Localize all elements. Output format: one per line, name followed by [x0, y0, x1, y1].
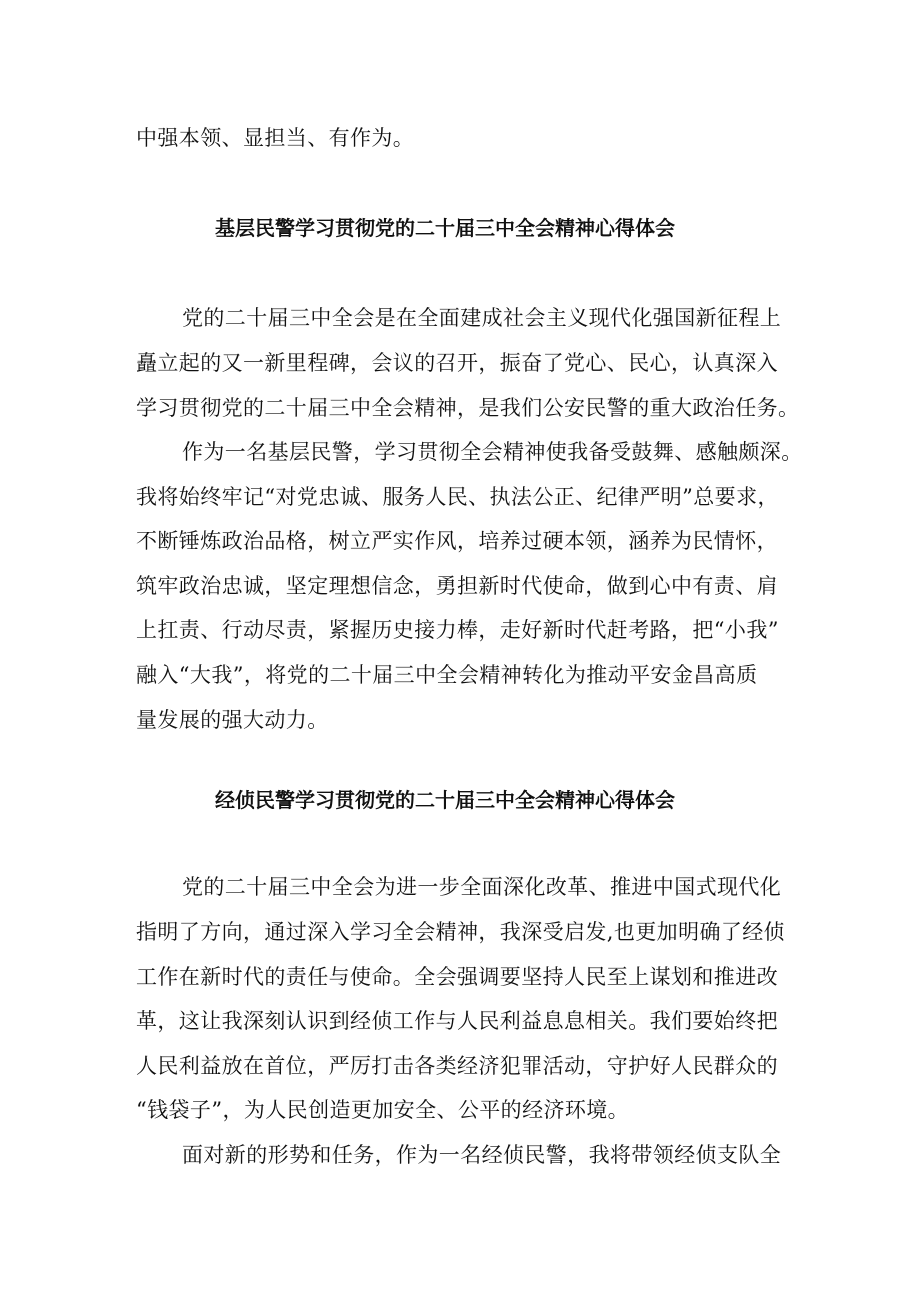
paragraph-line: 量发展的强大动力。 — [136, 708, 329, 732]
section1-title: 基层民警学习贯彻党的二十届三中全会精神心得体会 — [215, 216, 675, 240]
paragraph-line: 人民利益放在首位，严厉打击各类经济犯罪活动，守护好人民群众的 — [136, 1054, 778, 1078]
paragraph-line: 指明了方向，通过深入学习全会精神，我深受启发,也更加明确了经侦 — [136, 920, 786, 944]
intro-tail-line: 中强本领、显担当、有作为。 — [136, 126, 415, 150]
paragraph-line: 党的二十届三中全会为进一步全面深化改革、推进中国式现代化 — [182, 875, 782, 899]
paragraph-line: 矗立起的又一新里程碑，会议的召开，振奋了党心、民心，认真深入 — [136, 351, 778, 375]
paragraph-line: 筑牢政治忠诚，坚定理想信念，勇担新时代使命，做到心中有责、肩 — [136, 574, 778, 598]
paragraph-line: 上扛责、行动尽责，紧握历史接力棒，走好新时代赶考路，把“小我” — [136, 618, 779, 642]
paragraph-line: 学习贯彻党的二十届三中全会精神，是我们公安民警的重大政治任务。 — [136, 396, 800, 420]
paragraph-line: 工作在新时代的责任与使命。全会强调要坚持人民至上谋划和推进改 — [136, 965, 778, 989]
paragraph-line: “钱袋子”，为人民创造更加安全、公平的经济环境。 — [136, 1098, 630, 1122]
paragraph-line: 党的二十届三中全会是在全面建成社会主义现代化强国新征程上 — [182, 306, 782, 330]
paragraph-line: 面对新的形势和任务，作为一名经侦民警，我将带领经侦支队全 — [182, 1143, 782, 1167]
paragraph-line: 我将始终牢记“对党忠诚、服务人民、执法公正、纪律严明”总要求， — [136, 485, 779, 509]
paragraph-line: 革，这让我深刻认识到经侦工作与人民利益息息相关。我们要始终把 — [136, 1009, 778, 1033]
paragraph-line: 作为一名基层民警，学习贯彻全会精神使我备受鼓舞、感触颇深。 — [182, 440, 803, 464]
paragraph-line: 融入“大我”，将党的二十届三中全会精神转化为推动平安金昌高质 — [136, 663, 758, 687]
section2-title: 经侦民警学习贯彻党的二十届三中全会精神心得体会 — [215, 788, 675, 812]
paragraph-line: 不断锤炼政治品格，树立严实作风，培养过硬本领，涵养为民情怀， — [136, 529, 778, 553]
